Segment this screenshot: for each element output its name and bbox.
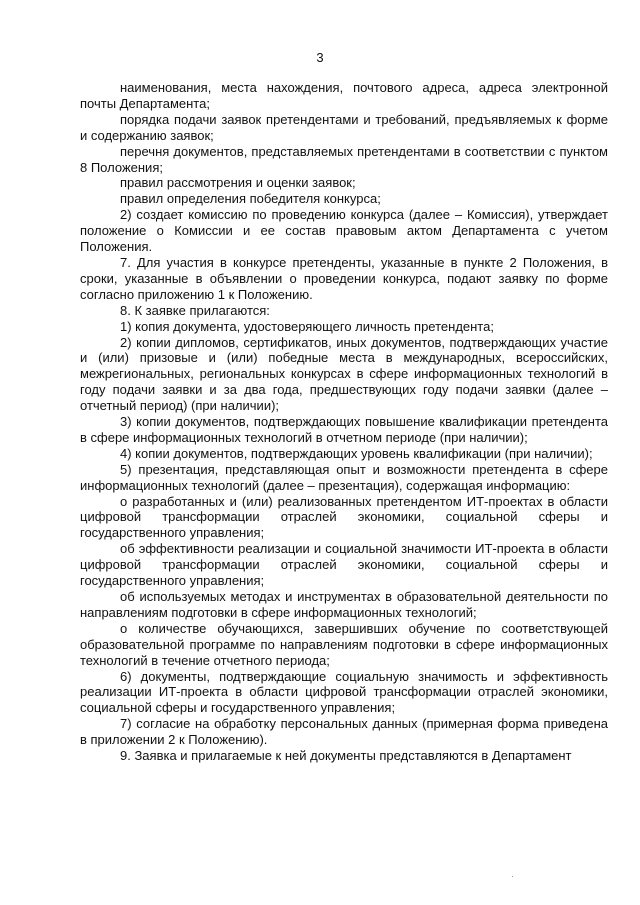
paragraph-presentation-efficiency: об эффективности реализации и социальной значимости ИТ-проекта в области цифровой трансформации отраслей экономики, социальной сферы и государственного управления; — [80, 541, 608, 589]
paragraph-presentation-students: о количестве обучающихся, завершивших обучение по соответствующей образовательной программе по направлениям подготовки в сфере информационных технологий в течение отчетного периода; — [80, 620, 608, 668]
paragraph-item-8-1: 1) копия документа, удостоверяющего личность претендента; — [120, 318, 494, 334]
scan-speck — [512, 876, 513, 877]
paragraph-item-8-7: 7) согласие на обработку персональных данных (примерная форма приведена в приложении 2 к Положению). — [80, 716, 608, 748]
paragraph-item-8: 8. К заявке прилагаются: — [120, 302, 270, 318]
paragraph-item-8-4: 4) копии документов, подтверждающих уровень квалификации (при наличии); — [120, 445, 593, 461]
paragraph-notice-documents-list: перечня документов, представляемых претендентами в соответствии с пунктом 8 Положения; — [80, 143, 608, 175]
paragraph-notice-name-address: наименования, места нахождения, почтового адреса, адреса электронной почты Департамента; — [80, 80, 608, 111]
paragraph-notice-winner-rules: правил определения победителя конкурса; — [120, 191, 381, 207]
paragraph-item-7: 7. Для участия в конкурсе претенденты, указанные в пункте 2 Положения, в сроки, указанные в объявлении о проведении конкурса, подают заявку по форме согласно приложению 1 к Положению. — [80, 254, 608, 302]
paragraph-notice-submission-order: порядка подачи заявок претендентами и требований, предъявляемых к форме и содержанию заявок; — [80, 111, 608, 143]
paragraph-presentation-methods: об используемых методах и инструментах в образовательной деятельности по направлениям подготовки в сфере информационных технологий; — [80, 589, 608, 620]
page-number: 3 — [316, 50, 324, 65]
paragraph-item-8-2: 2) копии дипломов, сертификатов, иных документов, подтверждающих участие и (или) призовые и (или) победные места в международных, всероссийских, межрегиональных, региональных конкурсах в сфере информационных технологий в году подачи заявки и за два года, предшествующих году подачи заявки (далее – отчетный период) (при наличии); — [80, 334, 608, 414]
paragraph-commission: 2) создает комиссию по проведению конкурса (далее – Комиссия), утверждает положение о Комиссии и ее состав правовым актом Департамента с учетом Положения. — [80, 207, 608, 255]
paragraph-item-8-3: 3) копии документов, подтверждающих повышение квалификации претендента в сфере информационных технологий в отчетном периоде (при наличии); — [80, 414, 608, 445]
paragraph-item-8-6: 6) документы, подтверждающие социальную значимость и эффективность реализации ИТ-проекта в области цифровой трансформации отраслей экономики, социальной сферы и государственного управления; — [80, 668, 608, 716]
paragraph-item-8-5: 5) презентация, представляющая опыт и возможности претендента в сфере информационных технологий (далее – презентация), содержащая информацию: — [80, 461, 608, 493]
paragraph-notice-review-rules: правил рассмотрения и оценки заявок; — [120, 175, 356, 191]
document-body — [80, 80, 608, 764]
paragraph-item-9: 9. Заявка и прилагаемые к ней документы представляются в Департамент — [120, 748, 572, 764]
paragraph-presentation-projects: о разработанных и (или) реализованных претендентом ИТ-проектах в области цифровой трансформации отраслей экономики, социальной сферы и государственного управления; — [80, 493, 608, 541]
